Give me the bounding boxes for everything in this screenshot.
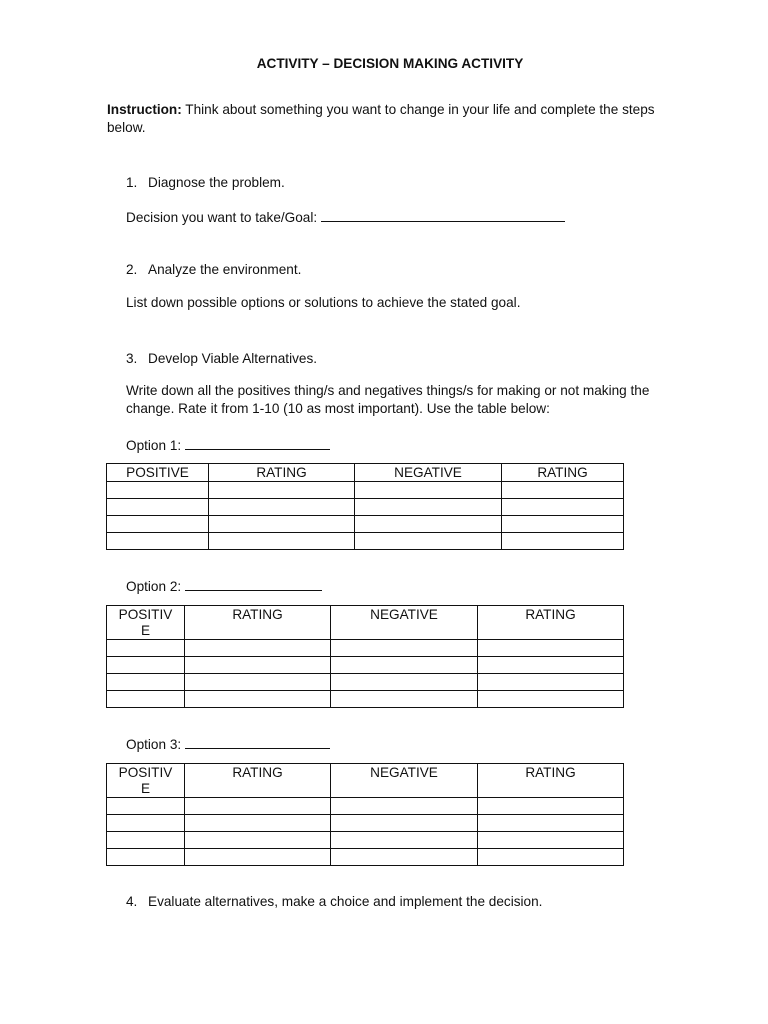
step-number: 2.: [126, 262, 138, 277]
option-label: Option 2:: [126, 579, 182, 594]
option-3-table: [106, 763, 624, 866]
table-cell[interactable]: [107, 674, 185, 691]
header-rating: RATING: [502, 464, 624, 482]
header-negative: NEGATIVE: [355, 464, 502, 482]
table-row: [107, 674, 624, 691]
table-cell[interactable]: [107, 832, 185, 849]
step-number: 1.: [126, 175, 138, 190]
table-cell[interactable]: [331, 849, 478, 866]
instruction-label: Instruction:: [107, 102, 182, 117]
table-cell[interactable]: [185, 640, 331, 657]
option-1-line: [126, 436, 330, 454]
table-cell[interactable]: [331, 691, 478, 708]
table-row: [107, 691, 624, 708]
table-cell[interactable]: [355, 499, 502, 516]
table-row: [107, 832, 624, 849]
decision-label: Decision you want to take/Goal:: [126, 210, 318, 225]
option-3-line: [126, 735, 330, 753]
table-row: [107, 640, 624, 657]
table-cell[interactable]: [478, 691, 624, 708]
options-text: List down possible options or solutions to achieve the stated goal.: [126, 295, 521, 310]
table-cell[interactable]: [478, 798, 624, 815]
table-cell[interactable]: [331, 815, 478, 832]
table-cell[interactable]: [185, 815, 331, 832]
table-cell[interactable]: [502, 499, 624, 516]
table-cell[interactable]: [107, 815, 185, 832]
table-cell[interactable]: [502, 482, 624, 499]
table-cell[interactable]: [478, 674, 624, 691]
header-positive: POSITIV E: [107, 764, 185, 798]
option-2-blank[interactable]: [185, 577, 322, 591]
table-cell[interactable]: [355, 533, 502, 550]
instruction: [107, 101, 682, 136]
decision-blank[interactable]: [321, 208, 565, 222]
step-4: [126, 893, 542, 910]
step-text: Evaluate alternatives, make a choice and implement the decision.: [148, 894, 543, 909]
header-negative: NEGATIVE: [331, 606, 478, 640]
option-3-blank[interactable]: [185, 735, 330, 749]
option-2-line: [126, 577, 322, 595]
table-cell[interactable]: [185, 832, 331, 849]
header-positive: POSITIV E: [107, 606, 185, 640]
table-cell[interactable]: [185, 691, 331, 708]
step-2: [126, 261, 301, 278]
table-cell[interactable]: [478, 640, 624, 657]
header-rating: RATING: [209, 464, 355, 482]
table-cell[interactable]: [185, 849, 331, 866]
step-text: Diagnose the problem.: [148, 175, 285, 190]
table-cell[interactable]: [478, 815, 624, 832]
table-cell[interactable]: [502, 533, 624, 550]
table-row: [107, 815, 624, 832]
header-rating: RATING: [185, 606, 331, 640]
table-cell[interactable]: [107, 691, 185, 708]
header-rating: RATING: [478, 764, 624, 798]
option-1-table: [106, 463, 624, 550]
table-cell[interactable]: [107, 657, 185, 674]
table-cell[interactable]: [209, 499, 355, 516]
page-title: ACTIVITY – DECISION MAKING ACTIVITY: [256, 56, 524, 71]
table-row: [107, 482, 624, 499]
instruction-text: Think about something you want to change in your life and complete the steps below.: [107, 102, 655, 135]
table-row: [107, 657, 624, 674]
table-cell[interactable]: [331, 832, 478, 849]
table-cell[interactable]: [107, 533, 209, 550]
header-negative: NEGATIVE: [331, 764, 478, 798]
option-label: Option 1:: [126, 438, 182, 453]
table-cell[interactable]: [107, 640, 185, 657]
header-rating: RATING: [185, 764, 331, 798]
table-cell[interactable]: [209, 533, 355, 550]
table-cell[interactable]: [331, 674, 478, 691]
table-cell[interactable]: [107, 798, 185, 815]
table-cell[interactable]: [209, 482, 355, 499]
header-rating: RATING: [478, 606, 624, 640]
table-cell[interactable]: [478, 849, 624, 866]
table-cell[interactable]: [107, 499, 209, 516]
decision-line: [126, 208, 565, 226]
step-text: Analyze the environment.: [148, 262, 302, 277]
step-text: Develop Viable Alternatives.: [148, 351, 318, 366]
step-1: [126, 174, 285, 191]
table-cell[interactable]: [209, 516, 355, 533]
table-row: [107, 849, 624, 866]
table-cell[interactable]: [185, 798, 331, 815]
option-label: Option 3:: [126, 737, 182, 752]
table-row: [107, 533, 624, 550]
step-number: 3.: [126, 351, 138, 366]
table-cell[interactable]: [502, 516, 624, 533]
step-3: [126, 350, 317, 367]
table-cell[interactable]: [331, 640, 478, 657]
step-number: 4.: [126, 894, 138, 909]
header-positive: POSITIVE: [107, 464, 209, 482]
table-cell[interactable]: [331, 798, 478, 815]
table-row: [107, 499, 624, 516]
option-1-blank[interactable]: [185, 436, 330, 450]
table-row: [107, 516, 624, 533]
table-cell[interactable]: [478, 832, 624, 849]
table-cell[interactable]: [185, 657, 331, 674]
table-cell[interactable]: [107, 849, 185, 866]
table-cell[interactable]: [185, 674, 331, 691]
table-cell[interactable]: [355, 516, 502, 533]
table-cell[interactable]: [355, 482, 502, 499]
table-cell[interactable]: [331, 657, 478, 674]
table-row: [107, 798, 624, 815]
alternatives-text: Write down all the positives thing/s and negatives things/s for making or not making the change. Rate it from 1-10 (10 as most important). Use the table below:: [126, 383, 650, 416]
table-cell[interactable]: [478, 657, 624, 674]
option-2-table: [106, 605, 624, 708]
table-cell[interactable]: [107, 516, 209, 533]
table-cell[interactable]: [107, 482, 209, 499]
